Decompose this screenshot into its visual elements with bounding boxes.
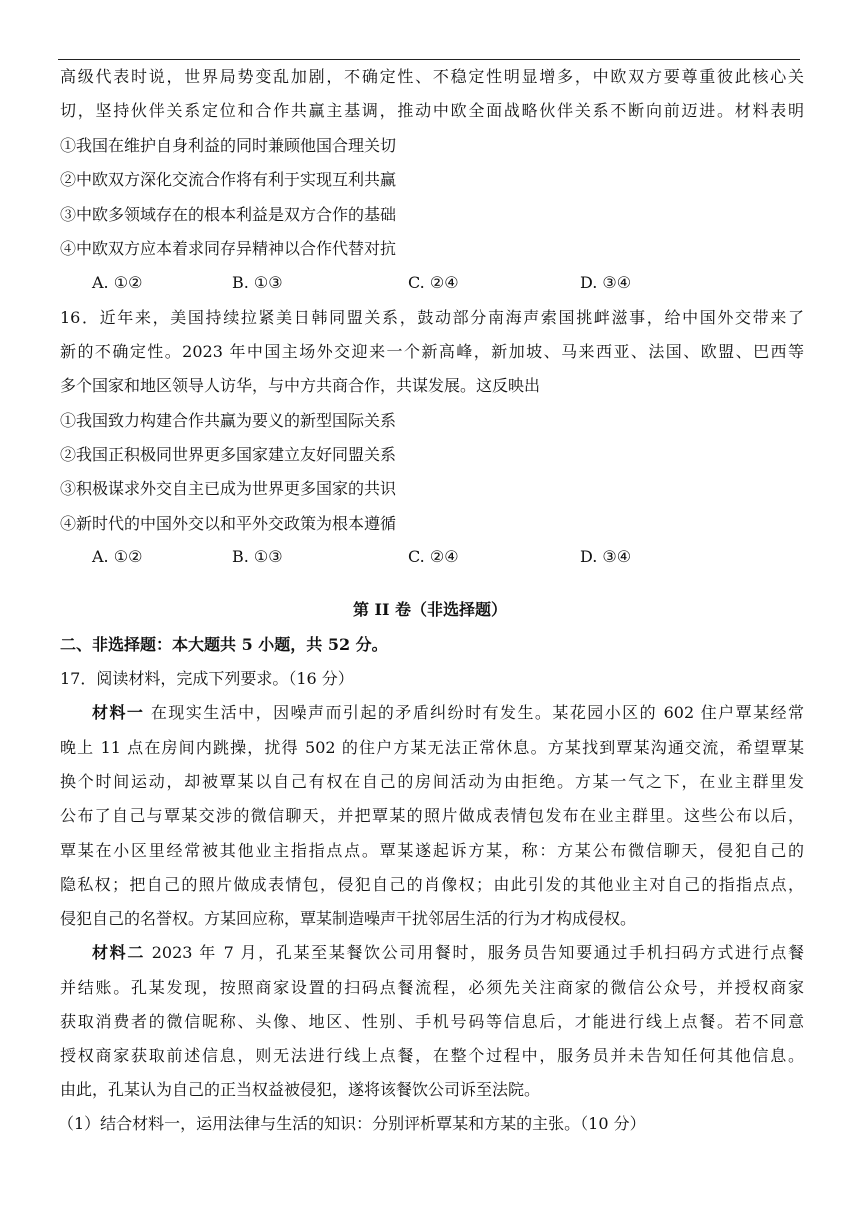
header-rule [58, 59, 800, 60]
q16-item-3: ③积极谋求外交自主已成为世界更多国家的共识 [60, 479, 397, 498]
q17-material1-line: 侵犯自己的名誉权。方某回应称，覃某制造噪声干扰邻居生活的行为才构成侵权。 [60, 909, 637, 928]
q15-item-3: ③中欧多领域存在的根本利益是双方合作的基础 [60, 205, 397, 224]
q15-item-2: ②中欧双方深化交流合作将有利于实现互利共赢 [60, 170, 397, 189]
q15-option-a[interactable]: A. ①② [92, 273, 143, 292]
q16-option-c[interactable]: C. ②④ [408, 547, 459, 566]
q16-option-a[interactable]: A. ①② [92, 547, 143, 566]
q17-material2-first-line [92, 941, 804, 965]
q17-material2-line: 由此，孔某认为自己的正当权益被侵犯，遂将该餐饮公司诉至法院。 [60, 1080, 541, 1099]
q17-material1-line: 晚上 11 点在房间内跳操，扰得 502 的住户方某无法正常休息。方某找到覃某沟通交流，希望覃某 [60, 738, 804, 757]
material1-label: 材料一 [92, 703, 145, 722]
q15-option-c[interactable]: C. ②④ [408, 273, 459, 292]
q16-stem-line: 新的不确定性。2023 年中国主场外交迎来一个新高峰，新加坡、马来西亚、法国、欧盟、巴西等 [60, 342, 804, 361]
q15-item-4: ④中欧双方应本着求同存异精神以合作代替对抗 [60, 239, 397, 258]
q17-material2-line: 并结账。孔某发现，按照商家设置的扫码点餐流程，必须先关注商家的微信公众号，并授权商家 [60, 978, 804, 997]
q15-stem-line: 高级代表时说，世界局势变乱加剧，不确定性、不稳定性明显增多，中欧双方要尊重彼此核心关 [60, 67, 804, 86]
q17-material1-first-line [92, 701, 804, 725]
q17-material1-line: 隐私权；把自己的照片做成表情包，侵犯自己的肖像权；由此引发的其他业主对自己的指指点点， [60, 875, 804, 894]
q17-material1-line: 换个时间运动，却被覃某以自己有权在自己的房间活动为由拒绝。方某一气之下，在业主群里发 [60, 772, 804, 791]
q15-option-d[interactable]: D. ③④ [580, 273, 632, 292]
q17-material1-line: 覃某在小区里经常被其他业主指指点点。覃某遂起诉方某，称：方某公布微信聊天，侵犯自己的 [60, 841, 804, 860]
q16-stem-line: 多个国家和地区领导人访华，与中方共商合作，共谋发展。这反映出 [60, 376, 541, 395]
q15-option-b[interactable]: B. ①③ [232, 273, 283, 292]
q16-item-1: ①我国致力构建合作共赢为要义的新型国际关系 [60, 411, 397, 430]
material2-text: 2023 年 7 月，孔某至某餐饮公司用餐时，服务员告知要通过手机扫码方式进行点餐 [144, 943, 804, 962]
q17-subquestion-1: （1）结合材料一，运用法律与生活的知识：分别评析覃某和方某的主张。（10 分） [58, 1114, 646, 1133]
q17-stem: 17．阅读材料，完成下列要求。（16 分） [60, 669, 354, 688]
q17-material2-line: 授权商家获取前述信息，则无法进行线上点餐，在整个过程中，服务员并未告知任何其他信息。 [60, 1046, 804, 1065]
material1-text: 在现实生活中，因噪声而引起的矛盾纠纷时有发生。某花园小区的 602 住户覃某经常 [144, 703, 804, 722]
q16-item-4: ④新时代的中国外交以和平外交政策为根本遵循 [60, 514, 397, 533]
q16-option-b[interactable]: B. ①③ [232, 547, 283, 566]
section-heading: 二、非选择题：本大题共 5 小题，共 52 分。 [60, 635, 388, 654]
q17-material2-line: 获取消费者的微信昵称、头像、地区、性别、手机号码等信息后，才能进行线上点餐。若不同意 [60, 1012, 804, 1031]
q17-material1-line: 公布了自己与覃某交涉的微信聊天，并把覃某的照片做成表情包发布在业主群里。这些公布以后， [60, 806, 804, 825]
q16-option-d[interactable]: D. ③④ [580, 547, 632, 566]
q16-item-2: ②我国正积极同世界更多国家建立友好同盟关系 [60, 445, 397, 464]
part2-title: 第 II 卷（非选择题） [352, 600, 508, 619]
q16-stem-line: 16．近年来，美国持续拉紧美日韩同盟关系，鼓动部分南海声索国挑衅滋事，给中国外交带来了 [60, 308, 804, 327]
q15-item-1: ①我国在维护自身利益的同时兼顾他国合理关切 [60, 136, 397, 155]
material2-label: 材料二 [92, 943, 145, 962]
q15-stem-line: 切，坚持伙伴关系定位和合作共赢主基调，推动中欧全面战略伙伴关系不断向前迈进。材料表明 [60, 101, 804, 120]
